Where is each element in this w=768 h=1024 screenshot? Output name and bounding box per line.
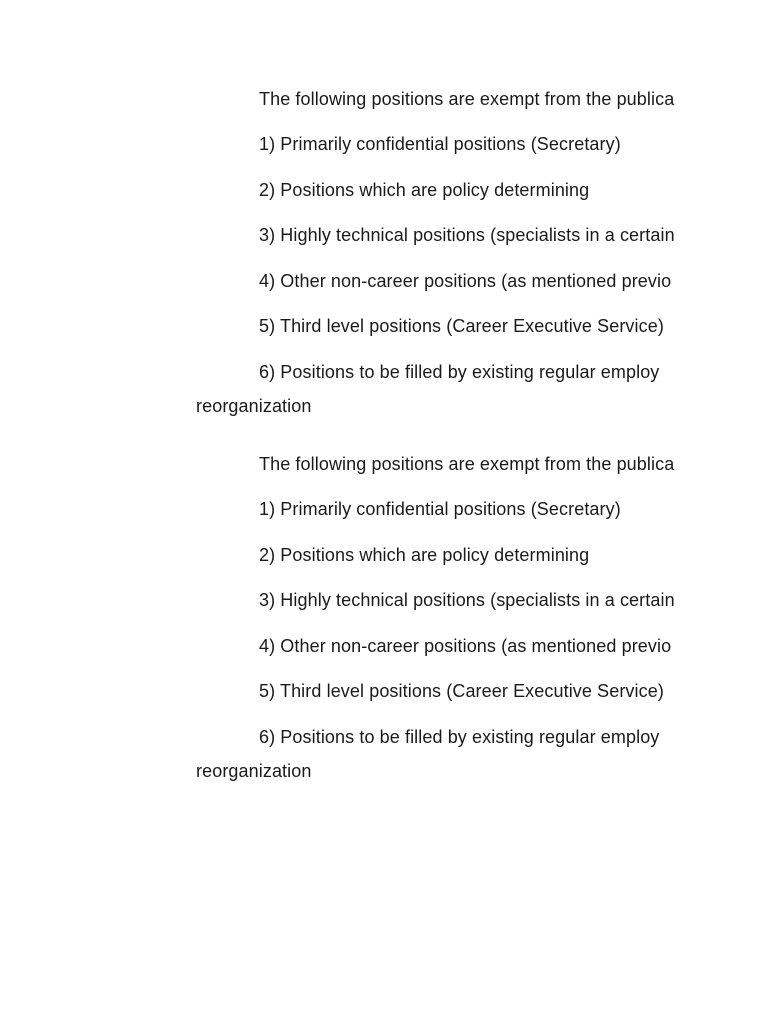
list-item: 6) Positions to be filled by existing regular employ [259, 727, 660, 747]
list-item: 4) Other non-career positions (as mentioned previo [259, 636, 672, 656]
list-item: 5) Third level positions (Career Executive Service) [259, 316, 664, 336]
list-item: 5) Third level positions (Career Executive Service) [259, 681, 664, 701]
list-item: 1) Primarily confidential positions (Secretary) [259, 134, 621, 154]
list-item: 3) Highly technical positions (specialists in a certain [259, 225, 675, 245]
list-item-continuation: reorganization [196, 396, 312, 416]
list-item: 1) Primarily confidential positions (Secretary) [259, 499, 621, 519]
list-item: 2) Positions which are policy determining [259, 180, 590, 200]
list-item: 4) Other non-career positions (as mentioned previo [259, 271, 672, 291]
list-item: 3) Highly technical positions (specialists in a certain [259, 590, 675, 610]
list-item: 6) Positions to be filled by existing regular employ [259, 362, 660, 382]
list-item-continuation: reorganization [196, 761, 312, 781]
intro-paragraph: The following positions are exempt from the publica [259, 454, 675, 474]
list-item: 2) Positions which are policy determining [259, 545, 590, 565]
intro-paragraph: The following positions are exempt from the publica [259, 89, 675, 109]
